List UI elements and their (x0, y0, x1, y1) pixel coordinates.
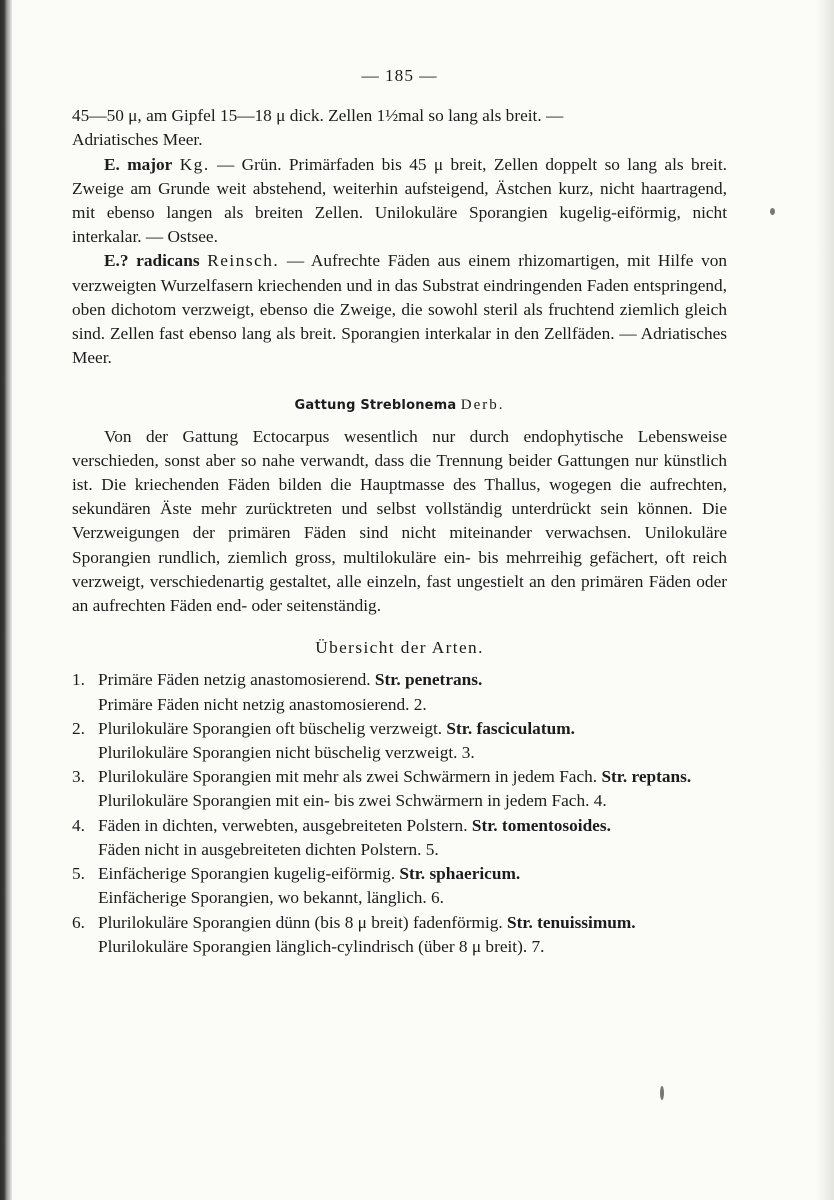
key-species: Str. fasciculatum. (446, 718, 575, 738)
key-number: 5. (72, 864, 85, 884)
document-page (72, 64, 727, 959)
key-text: Primäre Fäden netzig anastomosierend. (98, 670, 375, 690)
key-number: 3. (72, 767, 85, 787)
species-author: Reinsch. (207, 251, 280, 271)
key-lead (98, 862, 727, 886)
key-number: 6. (72, 912, 85, 932)
key-lead (98, 911, 727, 935)
key-alternative: Plurilokuläre Sporangien nicht büschelig verzweigt. 3. (98, 743, 475, 763)
genus-description: Von der Gattung Ectocarpus wesentlich nur durch endophytische Lebensweise verschieden, sonst aber so nahe verwandt, dass die Trennung beider Gattungen nur künstlich ist. Die kriechenden Fäden bilden die Hauptmasse des Thallus, wogegen die aufrechten, sekundären Äste mehr zurücktreten und selbst vollständig unterdrückt sein können. Die Verzweigungen der primären Fäden sind nicht miteinander verwachsen. Unilokuläre Sporangien rundlich, ziemlich gross, multilokuläre ein- bis mehrreihig gefächert, oft reich verzweigt, verschiedenartig gestaltet, alle einzeln, fast ungestielt an den primären Fäden oder an aufrechten Fäden end- oder seitenständig. (72, 426, 727, 616)
intro-paragraph (72, 104, 727, 152)
key-entry (72, 862, 727, 910)
species-description: — Grün. Primärfaden bis 45 μ breit, Zellen doppelt so lang als breit. Zweige am Grunde weit abstehend, weiterhin aufsteigend, Ästchen kurz, nicht haartragend, mit ebenso langen als breiten Zellen. Unilokuläre Sporangien kugelig-eiförmig, nicht interkalar. — Ostsee. (72, 154, 727, 247)
species-radicans-paragraph (72, 249, 727, 370)
key-species: Str. sphaericum. (399, 864, 521, 884)
species-name: E. major (104, 154, 173, 174)
key-alternative: Plurilokuläre Sporangien länglich-cylindrisch (über 8 μ breit). 7. (98, 936, 545, 956)
ink-speck (770, 208, 775, 215)
key-alternative: Fäden nicht in ausgebreiteten dichten Polstern. 5. (98, 839, 439, 859)
key-species: Str. tenuissimum. (507, 912, 636, 932)
page-right-shade (816, 0, 834, 1200)
species-author: Kg. (179, 154, 210, 174)
key-text: Plurilokuläre Sporangien oft büschelig verzweigt. (98, 718, 447, 738)
species-name: E.? radicans (104, 251, 200, 271)
key-lead (98, 814, 727, 838)
key-text: Einfächerige Sporangien kugelig-eiförmig. (98, 864, 400, 884)
key-species: Str. reptans. (601, 767, 692, 787)
genus-author: Derb. (460, 397, 505, 414)
key-entry (72, 765, 727, 813)
species-description: — Aufrechte Fäden aus einem rhizomartigen, mit Hilfe von verzweigten Wurzelfasern kriechenden und in das Substrat eindringenden Faden entspringend, oben dichotom verzweigt, ebenso die Zweige, die sowohl steril als fruchtend ziemlich gleich sind. Zellen fast ebenso lang als breit. Sporangien interkalar in den Zellfäden. — Adriatisches Meer. (72, 251, 727, 368)
key-lead (98, 765, 727, 789)
key-alternative: Primäre Fäden nicht netzig anastomosierend. 2. (98, 694, 427, 714)
page-edge-shadow (0, 0, 12, 1200)
key-number: 4. (72, 815, 85, 835)
page-number: — 185 — (361, 66, 438, 85)
intro-line-2: Adriatisches Meer. (72, 130, 203, 150)
key-species: Str. penetrans. (374, 670, 483, 690)
intro-line-1: 45—50 μ, am Gipfel 15—18 μ dick. Zellen 1½mal so lang als breit. — (72, 106, 564, 126)
key-entry (72, 814, 727, 862)
key-number: 1. (72, 670, 85, 690)
key-alternative: Einfächerige Sporangien, wo bekannt, länglich. 6. (98, 888, 444, 908)
key-text: Plurilokuläre Sporangien dünn (bis 8 μ breit) fadenförmig. (98, 912, 508, 932)
key-entry (72, 911, 727, 959)
key-species: Str. tomentosoides. (471, 815, 611, 835)
key-entry (72, 668, 727, 716)
key-alternative: Plurilokuläre Sporangien mit ein- bis zwei Schwärmern in jedem Fach. 4. (98, 791, 607, 811)
key-lead (98, 668, 727, 692)
genus-name: Gattung Streblonema (294, 398, 457, 414)
species-major-paragraph (72, 153, 727, 250)
key-text: Fäden in dichten, verwebten, ausgebreiteten Polstern. (98, 815, 472, 835)
genus-heading (72, 392, 727, 418)
key-number: 2. (72, 718, 85, 738)
species-key (72, 668, 727, 958)
key-heading: Übersicht der Arten. (315, 638, 484, 658)
ink-speck (660, 1086, 664, 1100)
key-lead (98, 717, 727, 741)
key-entry (72, 717, 727, 765)
key-text: Plurilokuläre Sporangien mit mehr als zwei Schwärmern in jedem Fach. (98, 767, 602, 787)
